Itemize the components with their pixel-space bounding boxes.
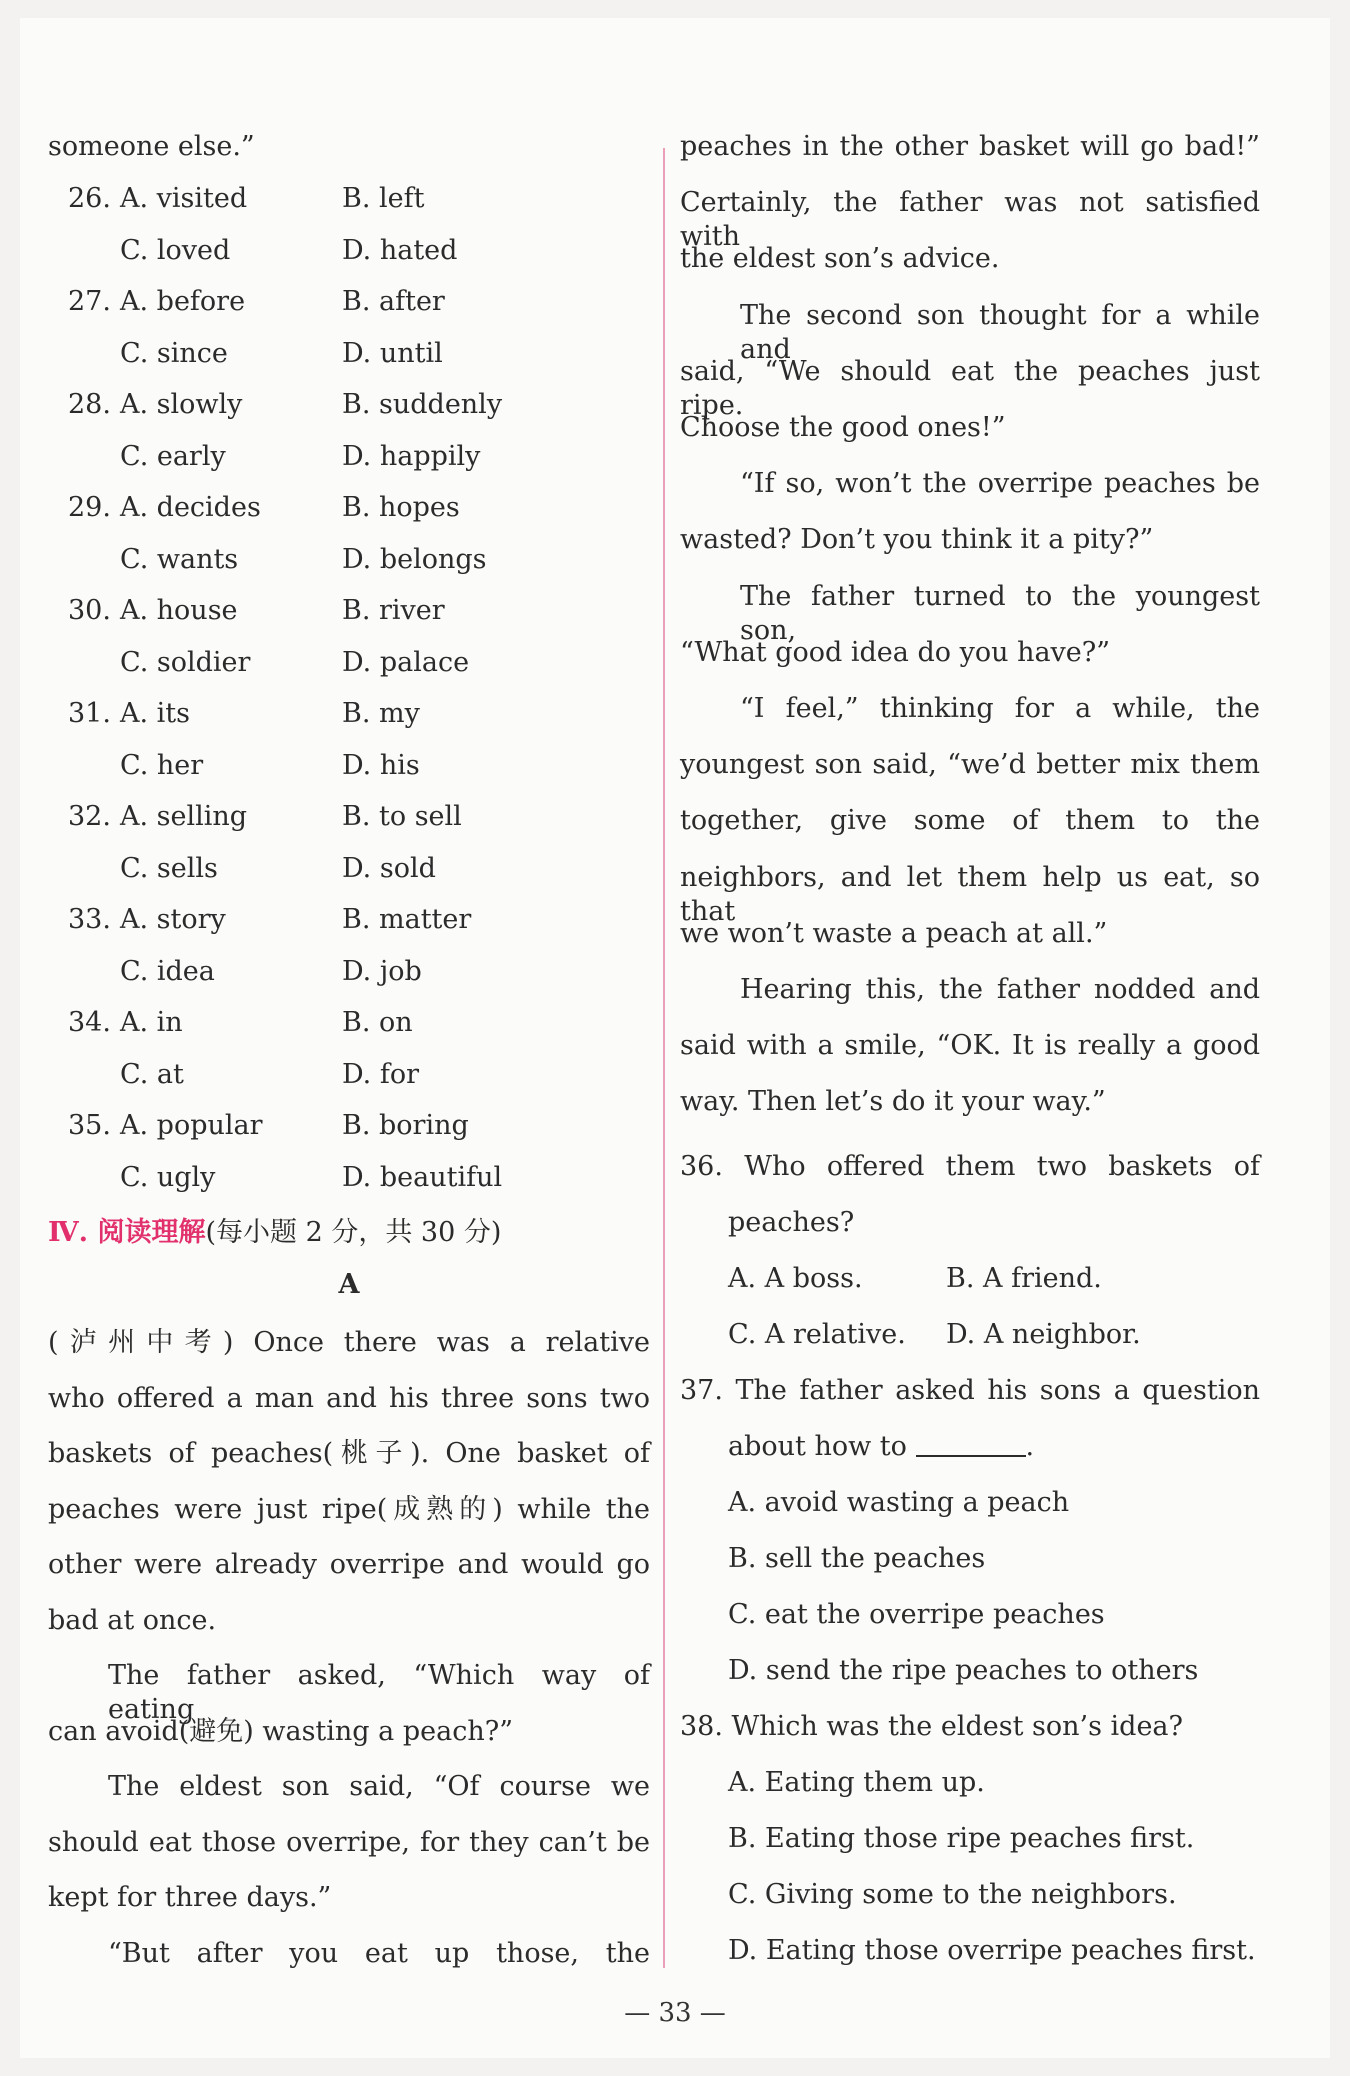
passage-line: kept for three days.” <box>48 1882 332 1913</box>
q35-option-a: A. popular <box>120 1110 263 1141</box>
q30-option-d: D. palace <box>342 647 470 678</box>
q29-option-a: A. decides <box>120 492 261 523</box>
q34-option-b: B. on <box>342 1007 413 1038</box>
q32-option-c: C. sells <box>120 853 218 884</box>
q29-question-number: 29. <box>68 492 111 523</box>
section-note: (每小题 2 分，共 30 分) <box>205 1217 502 1248</box>
q29-option-c: C. wants <box>120 544 239 575</box>
passage-line: said, “We should eat the peaches just ripe. <box>680 356 1260 421</box>
passage-line: the eldest son’s advice. <box>680 243 1000 274</box>
q31-option-b: B. my <box>342 698 420 729</box>
q36-option-d: D. A neighbor. <box>946 1319 1141 1350</box>
q31-question-number: 31. <box>68 698 111 729</box>
q28-option-b: B. suddenly <box>342 389 503 420</box>
q31-option-c: C. her <box>120 750 204 781</box>
question-37-text: about how to <box>728 1431 907 1462</box>
passage-line: way. Then let’s do it your way.” <box>680 1086 1106 1117</box>
q32-question-number: 32. <box>68 801 111 832</box>
section-title: Ⅳ. 阅读理解 <box>48 1217 206 1248</box>
q33-question-number: 33. <box>68 904 111 935</box>
passage-label: A <box>338 1269 360 1300</box>
q37-option-a: A. avoid wasting a peach <box>728 1487 1070 1518</box>
q38-option-c: C. Giving some to the neighbors. <box>728 1879 1177 1910</box>
question-37-cont <box>728 1430 1034 1464</box>
q29-option-d: D. belongs <box>342 544 487 575</box>
q35-question-number: 35. <box>68 1110 111 1141</box>
passage-line: Hearing this, the father nodded and <box>740 974 1260 1005</box>
passage-line: “I feel,” thinking for a while, the <box>740 693 1260 724</box>
passage-line: “But after you eat up those, the <box>108 1938 650 1969</box>
passage-line: The eldest son said, “Of course we <box>108 1771 650 1802</box>
page-number: — 33 — <box>624 1998 726 2028</box>
q31-option-d: D. his <box>342 750 420 781</box>
q27-question-number: 27. <box>68 286 111 317</box>
q33-option-b: B. matter <box>342 904 472 935</box>
question-37: 37. The father asked his sons a question <box>680 1375 1260 1406</box>
passage-line: wasted? Don’t you think it a pity?” <box>680 524 1154 555</box>
q34-question-number: 34. <box>68 1007 111 1038</box>
q28-option-c: C. early <box>120 441 226 472</box>
question-38: 38. Which was the eldest son’s idea? <box>680 1711 1183 1742</box>
passage-line: should eat those overripe, for they can’t be <box>48 1827 650 1858</box>
question-37-end: . <box>1025 1431 1035 1462</box>
q28-option-d: D. happily <box>342 441 481 472</box>
passage-line: “If so, won’t the overripe peaches be <box>740 468 1260 499</box>
passage-line: said with a smile, “OK. It is really a good <box>680 1030 1260 1061</box>
q37-option-d: D. send the ripe peaches to others <box>728 1655 1199 1686</box>
q30-option-b: B. river <box>342 595 445 626</box>
passage-line: can avoid(避免) wasting a peach?” <box>48 1716 513 1747</box>
passage-line: “What good idea do you have?” <box>680 637 1111 668</box>
section-heading <box>48 1216 501 1250</box>
q27-option-b: B. after <box>342 286 445 317</box>
q34-option-a: A. in <box>120 1007 183 1038</box>
passage-line: peaches were just ripe(成熟的) while the <box>48 1494 650 1525</box>
question-36-cont: peaches? <box>728 1207 855 1238</box>
q30-option-a: A. house <box>120 595 238 626</box>
q36-option-a: A. A boss. <box>728 1263 863 1294</box>
q35-option-c: C. ugly <box>120 1162 216 1193</box>
page <box>20 18 1330 2058</box>
q28-question-number: 28. <box>68 389 111 420</box>
passage-line: (泸州中考) Once there was a relative <box>48 1327 650 1358</box>
column-divider <box>663 148 665 1968</box>
passage-line: The father turned to the youngest son, <box>740 581 1260 646</box>
passage-line: Choose the good ones!” <box>680 412 1006 443</box>
passage-line: bad at once. <box>48 1605 217 1636</box>
passage-line: The father asked, “Which way of eating <box>108 1660 650 1725</box>
q34-option-d: D. for <box>342 1059 420 1090</box>
passage-line: neighbors, and let them help us eat, so that <box>680 862 1260 927</box>
passage-line: Certainly, the father was not satisfied with <box>680 187 1260 252</box>
passage-line: The second son thought for a while and <box>740 300 1260 365</box>
q27-option-a: A. before <box>120 286 246 317</box>
q26-option-a: A. visited <box>120 183 248 214</box>
q38-option-d: D. Eating those overripe peaches first. <box>728 1935 1256 1966</box>
q27-option-d: D. until <box>342 338 443 369</box>
q37-option-b: B. sell the peaches <box>728 1543 986 1574</box>
q26-option-d: D. hated <box>342 235 458 266</box>
q26-option-b: B. left <box>342 183 425 214</box>
q27-option-c: C. since <box>120 338 228 369</box>
q36-option-b: B. A friend. <box>946 1263 1102 1294</box>
q32-option-a: A. selling <box>120 801 248 832</box>
passage-line: together, give some of them to the <box>680 805 1260 836</box>
q26-option-c: C. loved <box>120 235 231 266</box>
q34-option-c: C. at <box>120 1059 184 1090</box>
q33-option-a: A. story <box>120 904 226 935</box>
passage-line: we won’t waste a peach at all.” <box>680 918 1108 949</box>
passage-line: baskets of peaches(桃子). One basket of <box>48 1438 650 1469</box>
q32-option-d: D. sold <box>342 853 436 884</box>
q36-option-c: C. A relative. <box>728 1319 906 1350</box>
passage-line: other were already overripe and would go <box>48 1549 650 1580</box>
q29-option-b: B. hopes <box>342 492 460 523</box>
q30-question-number: 30. <box>68 595 111 626</box>
answer-blank <box>916 1431 1026 1457</box>
q28-option-a: A. slowly <box>120 389 243 420</box>
q33-option-c: C. idea <box>120 956 215 987</box>
q26-question-number: 26. <box>68 183 111 214</box>
q37-option-c: C. eat the overripe peaches <box>728 1599 1105 1630</box>
q38-option-b: B. Eating those ripe peaches first. <box>728 1823 1195 1854</box>
q35-option-b: B. boring <box>342 1110 469 1141</box>
q35-option-d: D. beautiful <box>342 1162 503 1193</box>
passage-line: who offered a man and his three sons two <box>48 1383 650 1414</box>
passage-line: youngest son said, “we’d better mix them <box>680 749 1260 780</box>
q30-option-c: C. soldier <box>120 647 251 678</box>
q31-option-a: A. its <box>120 698 191 729</box>
passage-line: peaches in the other basket will go bad!” <box>680 131 1260 162</box>
question-36: 36. Who offered them two baskets of <box>680 1151 1260 1182</box>
q38-option-a: A. Eating them up. <box>728 1767 985 1798</box>
continued-text: someone else.” <box>48 131 255 162</box>
q32-option-b: B. to sell <box>342 801 462 832</box>
q33-option-d: D. job <box>342 956 422 987</box>
